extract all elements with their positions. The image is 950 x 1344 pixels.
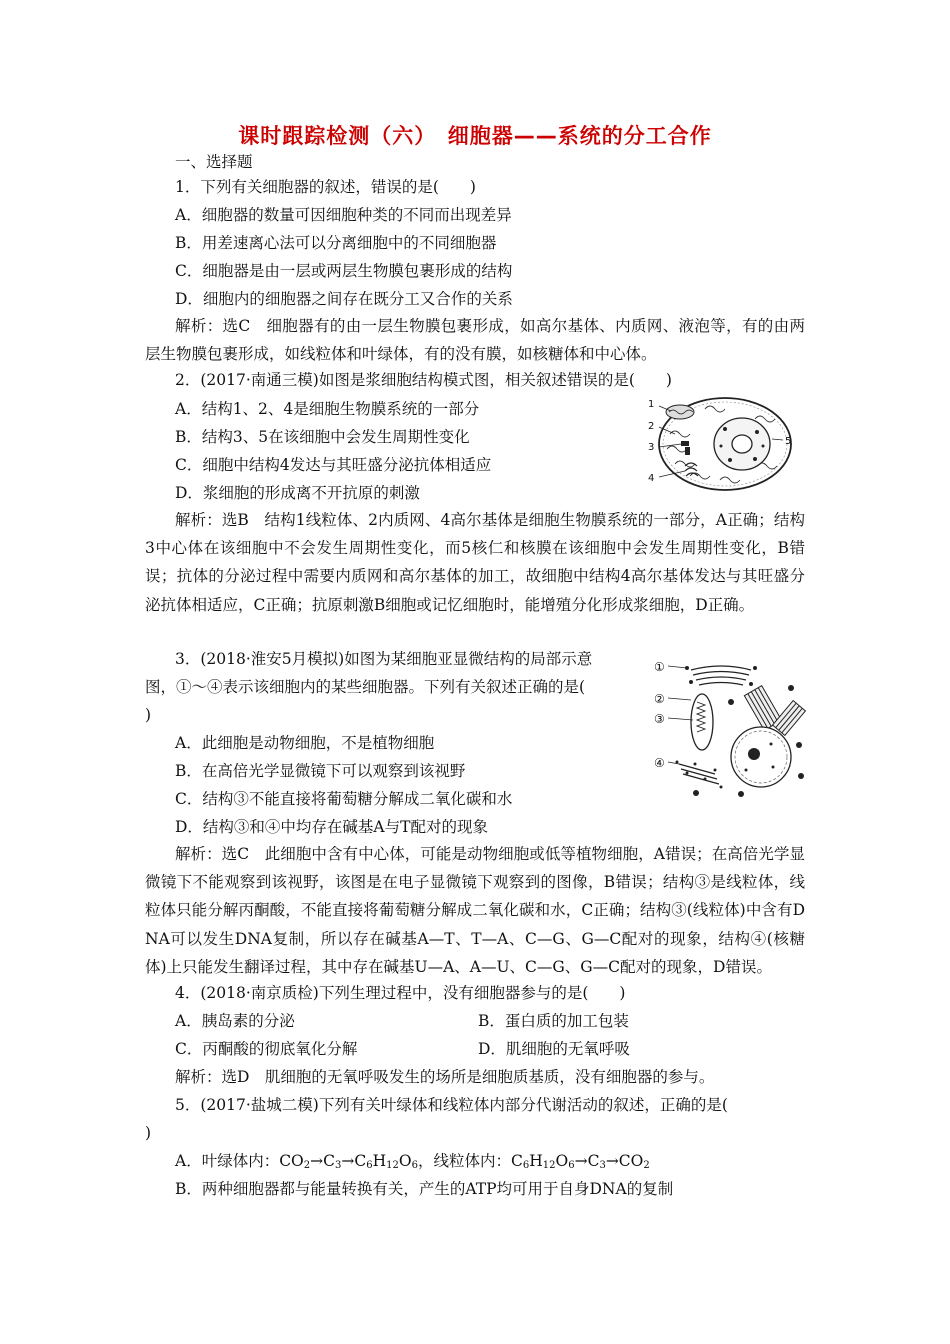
fig2-label-5: 5 bbox=[785, 436, 792, 447]
q4-option-b: B．蛋白质的加工包装 bbox=[478, 1012, 629, 1030]
q3-analysis: 解析：选C 此细胞中含有中心体，可能是动物细胞或低等植物细胞，A错误；在高倍光学显微镜下不能观察到该视野，该图是在电子显微镜下观察到的图像，B错误；结构③是线粒体，线粒体只能分解丙酮酸，不能直接将葡萄糖分解成二氧化碳和水，C正确；结构③(线粒体)中含有DNA可以发生DNA复制，所以存在碱基A—T、T—A、C—G、G—C配对的现象，结构④(核糖体)上只能发生翻译过程，其中存在碱基U—A、A—U、C—G、G—C配对的现象，D错误。 bbox=[145, 845, 805, 976]
q5-stem-line2: ) bbox=[145, 1124, 152, 1142]
q5-option-a: A．叶绿体内：$CO_2\to C_3\to C_6H_{12}O_6$，线粒体内：$C_6H_{12}O_6\to C_3\to CO_2$ bbox=[175, 1152, 650, 1171]
q4-option-a: A．胰岛素的分泌 bbox=[175, 1012, 295, 1030]
q3-stem-line3: ) bbox=[145, 706, 152, 724]
organelle-figure bbox=[651, 652, 811, 800]
page-title: 课时跟踪检测（六） 细胞器——系统的分工合作 bbox=[238, 124, 712, 148]
q1-option-b: B．用差速离心法可以分离细胞中的不同细胞器 bbox=[175, 234, 497, 252]
q1-option-c: C．细胞器是由一层或两层生物膜包裹形成的结构 bbox=[175, 262, 513, 280]
q1-option-d: D．细胞内的细胞器之间存在既分工又合作的关系 bbox=[175, 290, 513, 308]
q1-option-a: A．细胞器的数量可因细胞种类的不同而出现差异 bbox=[175, 206, 512, 224]
fig3-label-4: ④ bbox=[654, 756, 665, 770]
fig2-label-1: 1 bbox=[648, 399, 655, 410]
q4-stem: 4．(2018·南京质检)下列生理过程中，没有细胞器参与的是( ) bbox=[175, 984, 626, 1002]
fig3-label-2: ② bbox=[654, 692, 665, 706]
q2-stem: 2．(2017·南通三模)如图是浆细胞结构模式图，相关叙述错误的是( ) bbox=[175, 371, 672, 389]
fig2-label-2: 2 bbox=[648, 421, 655, 432]
q2-option-d: D．浆细胞的形成离不开抗原的刺激 bbox=[175, 484, 420, 502]
q3-option-d: D．结构③和④中均存在碱基A与T配对的现象 bbox=[175, 818, 488, 836]
q4-option-c: C．丙酮酸的彻底氧化分解 bbox=[175, 1040, 358, 1058]
q5-option-b: B．两种细胞器都与能量转换有关，产生的ATP均可用于自身DNA的复制 bbox=[175, 1180, 674, 1198]
q4-analysis: 解析：选D 肌细胞的无氧呼吸发生的场所是细胞质基质，没有细胞器的参与。 bbox=[175, 1068, 715, 1086]
q3-stem-line1: 3．(2018·淮安5月模拟)如图为某细胞亚显微结构的局部示意 bbox=[175, 650, 593, 668]
q3-option-a: A．此细胞是动物细胞，不是植物细胞 bbox=[175, 734, 435, 752]
q2-option-c: C．细胞中结构4发达与其旺盛分泌抗体相适应 bbox=[175, 456, 492, 474]
section-heading: 一、选择题 bbox=[175, 153, 253, 171]
fig3-label-3: ③ bbox=[654, 712, 665, 726]
fig2-label-3: 3 bbox=[648, 442, 655, 453]
q3-option-c: C．结构③不能直接将葡萄糖分解成二氧化碳和水 bbox=[175, 790, 513, 808]
q4-option-d: D．肌细胞的无氧呼吸 bbox=[478, 1040, 630, 1058]
fig2-label-4: 4 bbox=[648, 473, 655, 484]
q2-analysis: 解析：选B 结构1线粒体、2内质网、4高尔基体是细胞生物膜系统的一部分，A正确；结构3中心体在该细胞中不会发生周期性变化，而5核仁和核膜在该细胞中会发生周期性变化，B错误；抗体的分泌过程中需要内质网和高尔基体的加工，故细胞中结构4高尔基体发达与其旺盛分泌抗体相适应，C正确；抗原刺激B细胞或记忆细胞时，能增殖分化形成浆细胞，D正确。 bbox=[145, 511, 805, 614]
plasma-cell-figure bbox=[645, 394, 795, 494]
q5-stem-line1: 5．(2017·盐城二模)下列有关叶绿体和线粒体内部分代谢活动的叙述，正确的是( bbox=[175, 1096, 728, 1114]
q1-stem: 1．下列有关细胞器的叙述，错误的是( ) bbox=[175, 178, 476, 196]
q2-option-b: B．结构3、5在该细胞中会发生周期性变化 bbox=[175, 428, 470, 446]
q3-stem-line2: 图，①～④表示该细胞内的某些细胞器。下列有关叙述正确的是( bbox=[145, 678, 586, 696]
fig3-label-1: ① bbox=[654, 660, 665, 674]
q2-option-a: A．结构1、2、4是细胞生物膜系统的一部分 bbox=[175, 400, 480, 418]
q1-analysis: 解析：选C 细胞器有的由一层生物膜包裹形成，如高尔基体、内质网、液泡等，有的由两层生物膜包裹形成，如线粒体和叶绿体，有的没有膜，如核糖体和中心体。 bbox=[145, 317, 805, 364]
q3-option-b: B．在高倍光学显微镜下可以观察到该视野 bbox=[175, 762, 466, 780]
